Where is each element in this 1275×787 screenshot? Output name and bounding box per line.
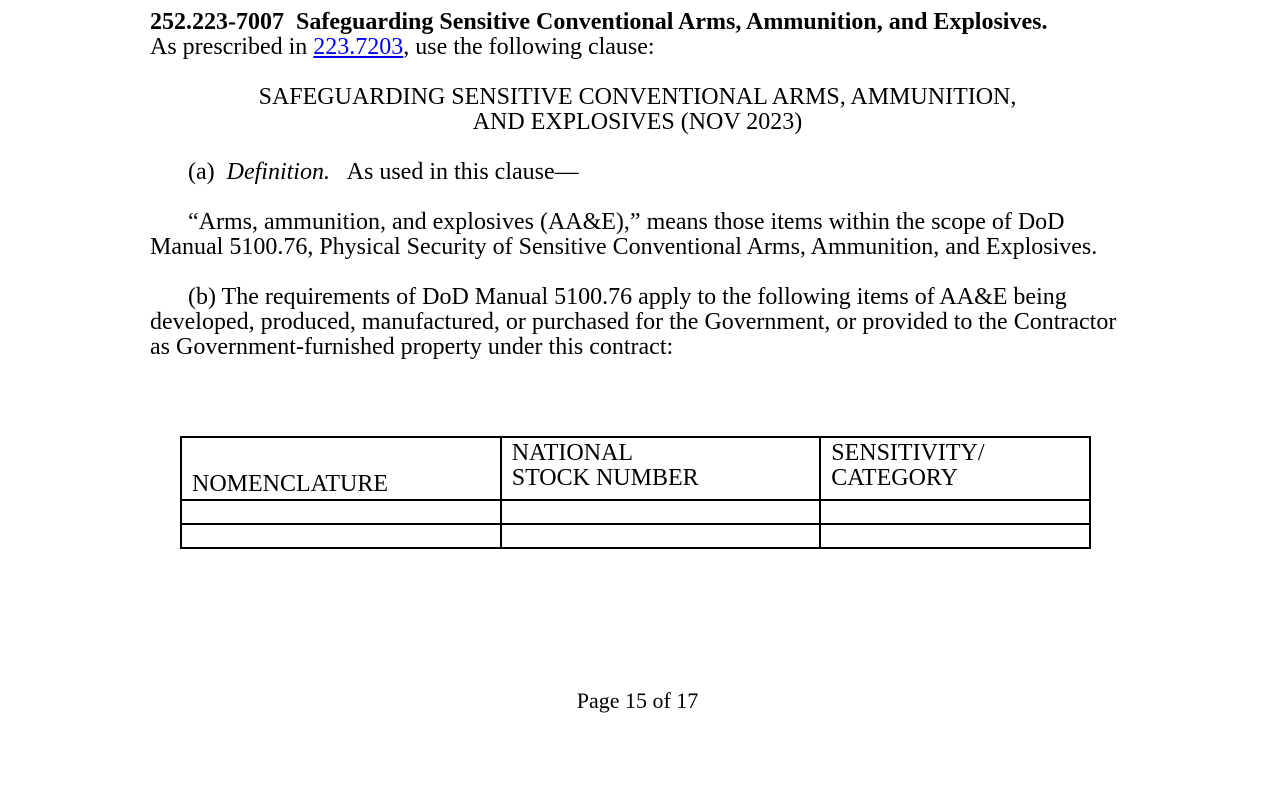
- clause-heading-title: Safeguarding Sensitive Conventional Arms, Ammunition, and Explosives.: [296, 9, 1048, 35]
- paragraph-a-text: As used in this clause—: [346, 159, 579, 185]
- header-stock-number: [501, 437, 821, 500]
- table-cell: [501, 524, 821, 548]
- table-cell: [501, 500, 821, 524]
- paragraph-a: [150, 160, 1125, 185]
- clause-title: [150, 85, 1125, 135]
- table-row: [181, 524, 1090, 548]
- prescription-link[interactable]: 223.7203: [313, 34, 404, 60]
- definition-term: Definition.: [226, 159, 330, 185]
- header-sensitivity: [820, 437, 1090, 500]
- header-stock-number-line-2: STOCK NUMBER: [511, 465, 699, 491]
- paragraph-b: (b) The requirements of DoD Manual 5100.76 apply to the following items of AA&E being developed, produced, manufactured, or purchased for the Government, or provided to the Contractor as Government-furnished property under this contract:: [150, 284, 1117, 360]
- table-row: [181, 500, 1090, 524]
- paragraph-aae-definition: “Arms, ammunition, and explosives (AA&E),” means those items within the scope of DoD Manual 5100.76, Physical Security of Sensitive Conventional Arms, Ammunition, and Explosives.: [150, 209, 1098, 260]
- table-cell: [181, 524, 501, 548]
- clause-title-line-1: SAFEGUARDING SENSITIVE CONVENTIONAL ARMS, AMMUNITION,: [258, 84, 1017, 110]
- header-stock-number-line-1: NATIONAL: [511, 440, 634, 466]
- page-number-footer: Page 15 of 17: [576, 688, 699, 713]
- clause-number: 252.223-7007: [150, 9, 284, 35]
- table-cell: [820, 524, 1090, 548]
- table-header-row: [181, 437, 1090, 500]
- document-page: [150, 10, 1125, 360]
- aae-items-table: [180, 436, 1091, 549]
- header-nomenclature: [181, 437, 501, 500]
- prescription-text-before: As prescribed in: [150, 34, 314, 60]
- header-sensitivity-line-1: SENSITIVITY/: [831, 440, 985, 466]
- header-sensitivity-line-2: CATEGORY: [831, 465, 958, 491]
- prescription-text-after: , use the following clause:: [403, 34, 655, 60]
- table-cell: [820, 500, 1090, 524]
- header-nomenclature-label: NOMENCLATURE: [192, 471, 388, 497]
- table-cell: [181, 500, 501, 524]
- clause-title-line-2: AND EXPLOSIVES (NOV 2023): [472, 109, 803, 135]
- clause-heading: [150, 10, 1110, 35]
- prescription-line: [150, 35, 1125, 60]
- paragraph-a-label: (a): [188, 159, 215, 185]
